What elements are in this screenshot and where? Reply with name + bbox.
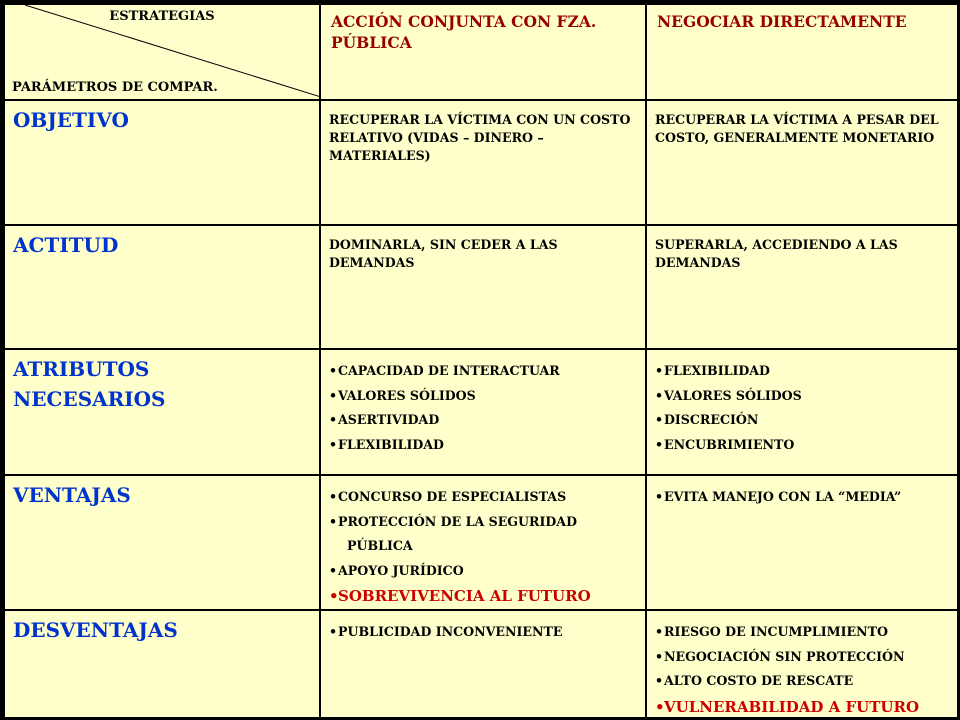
comparison-table (3, 3, 959, 720)
table-cell (320, 610, 646, 720)
cell-text: RECUPERAR LA VÍCTIMA CON UN COSTO RELATIVO (VIDAS – DINERO – MATERIALES) (329, 112, 631, 163)
list-item-text: VULNERABILIDAD A FUTURO (664, 697, 920, 716)
bullet-icon: • (329, 562, 338, 578)
parameters-label: PARÁMETROS DE COMPAR. (12, 80, 218, 95)
column-header-label: NEGOCIAR DIRECTAMENTE (657, 12, 907, 31)
list-item (329, 384, 641, 409)
list-item (655, 359, 953, 384)
table-cell (646, 475, 958, 610)
bullet-icon: • (655, 697, 665, 716)
cell-text: DOMINARLA, SIN CEDER A LAS DEMANDAS (329, 237, 558, 270)
parameter-label-objetivo: OBJETIVO (13, 108, 129, 132)
list-item-text: RIESGO DE INCUMPLIMIENTO (664, 624, 888, 639)
table-cell (320, 349, 646, 475)
strategies-label: ESTRATEGIAS (109, 9, 215, 24)
parameter-cell (4, 349, 320, 475)
parameter-cell (4, 610, 320, 720)
list-item-text: VALORES SÓLIDOS (664, 387, 802, 403)
table-cell (320, 475, 646, 610)
list-item-text: CONCURSO DE ESPECIALISTAS (338, 489, 567, 504)
list-item (655, 645, 953, 670)
parameter-label-atributos (5, 350, 319, 414)
cell-text: RECUPERAR LA VÍCTIMA A PESAR DEL COSTO, GENERALMENTE MONETARIO (655, 112, 939, 145)
list-item-text: FLEXIBILIDAD (664, 363, 770, 378)
corner-header-cell (4, 4, 320, 100)
list-item (655, 384, 953, 409)
list-item (655, 433, 953, 458)
parameter-cell (4, 100, 320, 225)
list-item (655, 485, 953, 510)
bullet-icon: • (655, 436, 664, 452)
list-item-text: ENCUBRIMIENTO (664, 436, 795, 452)
list-item-highlight (329, 583, 641, 609)
list-item (329, 433, 641, 458)
bullet-icon: • (329, 436, 338, 452)
list-item (329, 359, 641, 384)
list-item-text: SOBREVIVENCIA AL FUTURO (338, 587, 591, 605)
bullet-icon: • (655, 648, 664, 664)
bullet-icon: • (655, 624, 664, 639)
list-item-text: FLEXIBILIDAD (338, 436, 444, 452)
row-desventajas (4, 610, 958, 720)
list-item (329, 559, 641, 584)
list-item-text: EVITA MANEJO CON LA “MEDIA” (664, 489, 902, 504)
list-item-text: ASERTIVIDAD (338, 412, 440, 427)
bullet-icon: • (655, 363, 664, 378)
table-cell (320, 100, 646, 225)
bullet-icon: • (329, 587, 339, 605)
bullet-icon: • (329, 363, 338, 378)
parameter-label-line: NECESARIOS (13, 387, 166, 411)
table-cell (646, 225, 958, 349)
column-header-direct-negotiation (646, 4, 958, 100)
parameter-label-line: ATRIBUTOS (13, 357, 150, 381)
list-item (655, 620, 953, 645)
bullet-icon: • (329, 387, 338, 403)
bullet-list (647, 350, 957, 457)
bullet-icon: • (655, 673, 664, 688)
list-item (329, 620, 641, 645)
list-item-text: PROTECCIÓN DE LA SEGURIDAD (338, 513, 577, 529)
list-item-text: APOYO JURÍDICO (338, 562, 464, 578)
parameter-label-desventajas: DESVENTAJAS (13, 618, 178, 642)
bullet-list (321, 476, 645, 609)
list-item-text: NEGOCIACIÓN SIN PROTECCIÓN (664, 648, 905, 664)
list-item (329, 485, 641, 510)
bullet-icon: • (655, 412, 664, 427)
cell-text: SUPERARLA, ACCEDIENDO A LAS DEMANDAS (655, 237, 898, 270)
row-objetivo (4, 100, 958, 225)
header-row (4, 4, 958, 100)
bullet-list (321, 350, 645, 457)
table-cell (646, 100, 958, 225)
bullet-list (647, 611, 957, 720)
list-item-text: CAPACIDAD DE INTERACTUAR (338, 363, 560, 378)
parameter-cell (4, 475, 320, 610)
row-actitud (4, 225, 958, 349)
list-item (655, 408, 953, 433)
row-ventajas (4, 475, 958, 610)
table-cell (646, 349, 958, 475)
row-atributos (4, 349, 958, 475)
list-item-continuation: PÚBLICA (347, 538, 413, 553)
bullet-icon: • (329, 412, 338, 427)
column-header-label: ACCIÓN CONJUNTA CON FZA. PÚBLICA (331, 12, 597, 52)
bullet-icon: • (329, 624, 338, 639)
table-cell (646, 610, 958, 720)
list-item-highlight (655, 694, 953, 720)
bullet-list (647, 476, 957, 510)
list-item-text: PUBLICIDAD INCONVENIENTE (338, 624, 563, 639)
list-item-text: ALTO COSTO DE RESCATE (664, 673, 854, 688)
list-item-text: VALORES SÓLIDOS (338, 387, 476, 403)
table-cell (320, 225, 646, 349)
list-item-text: DISCRECIÓN (664, 412, 759, 427)
bullet-icon: • (329, 489, 338, 504)
list-item (329, 408, 641, 433)
parameter-cell (4, 225, 320, 349)
bullet-icon: • (655, 387, 664, 403)
parameter-label-ventajas: VENTAJAS (13, 483, 131, 507)
parameter-label-actitud: ACTITUD (13, 233, 119, 257)
bullet-icon: • (655, 489, 664, 504)
list-item (329, 510, 641, 535)
bullet-icon: • (329, 513, 338, 529)
list-item (655, 669, 953, 694)
bullet-list (321, 611, 645, 645)
column-header-joint-action (320, 4, 646, 100)
